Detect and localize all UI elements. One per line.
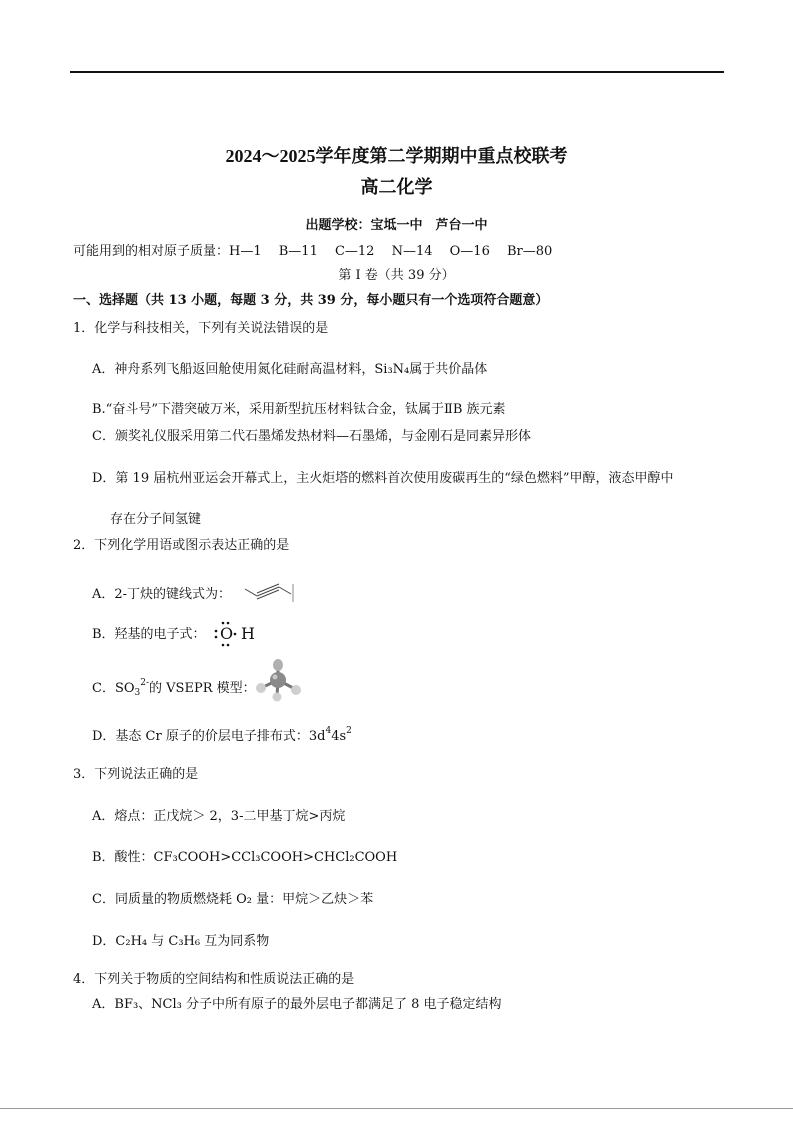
q1-option-c: C．颁奖礼仪服采用第二代石墨烯发热材料—石墨烯，与金刚石是同素异形体 bbox=[92, 429, 531, 444]
q2-c-prefix: C．SO bbox=[92, 681, 135, 696]
q1-option-a: A．神舟系列飞船返回舱使用氮化硅耐高温材料，Si₃N₄属于共价晶体 bbox=[92, 362, 488, 377]
q3-option-d: D．C₂H₄ 与 C₃H₆ 互为同系物 bbox=[92, 934, 270, 949]
q2-c-suffix: 的 VSEPR 模型： bbox=[149, 681, 256, 696]
q2-d-prefix: D．基态 Cr 原子的价层电子排布式：3d bbox=[92, 729, 326, 744]
q2-option-d bbox=[92, 727, 352, 743]
q2-d-sup-1: 4 bbox=[325, 726, 332, 736]
q2-option-c bbox=[92, 679, 256, 698]
section-heading: 一、选择题（共 13 小题，每题 3 分，共 39 分，每小题只有一个选项符合题意） bbox=[73, 293, 549, 308]
q2-d-mid: 4s bbox=[331, 729, 347, 744]
q3-option-a: A．熔点：正戊烷＞ 2，3-二甲基丁烷>丙烷 bbox=[92, 809, 346, 824]
vsepr-model-image bbox=[253, 658, 303, 702]
q2-c-superscript: 2- bbox=[140, 678, 150, 688]
q4-option-a: A．BF₃、NCl₃ 分子中所有原子的最外层电子都满足了 8 电子稳定结构 bbox=[92, 997, 502, 1012]
q3-option-b: B．酸性：CF₃COOH>CCl₃COOH>CHCl₂COOH bbox=[92, 850, 398, 865]
q1-option-b: B.“奋斗号”下潜突破万米，采用新型抗压材料钛合金，钛属于ⅡB 族元素 bbox=[92, 402, 506, 417]
q2-option-a: A．2-丁炔的键线式为： bbox=[92, 587, 232, 602]
q2-d-sup-2: 2 bbox=[346, 726, 352, 736]
q1-option-d-line2: 存在分子间氢键 bbox=[110, 512, 202, 527]
exam-title: 2024～2025学年度第二学期期中重点校联考 bbox=[225, 146, 568, 166]
sulfur-atom bbox=[270, 672, 286, 688]
oxygen-atom bbox=[291, 685, 301, 695]
butyne-skeletal-formula bbox=[243, 582, 295, 604]
q2-stem: 2．下列化学用语或图示表达正确的是 bbox=[73, 538, 290, 553]
q3-option-c: C．同质量的物质燃烧耗 O₂ 量：甲烷＞乙炔＞苯 bbox=[92, 892, 374, 907]
hydrogen-symbol: H bbox=[241, 624, 255, 643]
q2-option-b: B．羟基的电子式： bbox=[92, 627, 206, 642]
oxygen-atom bbox=[256, 683, 266, 693]
q1-option-d-line1: D．第 19 届杭州亚运会开幕式上，主火炬塔的燃料首次使用废碳再生的“绿色燃料”甲醇，液态甲醇中 bbox=[92, 471, 674, 486]
q4-stem: 4．下列关于物质的空间结构和性质说法正确的是 bbox=[73, 972, 355, 987]
top-rule bbox=[70, 71, 724, 73]
q1-stem: 1．化学与科技相关，下列有关说法错误的是 bbox=[73, 321, 329, 336]
bottom-rule bbox=[0, 1108, 793, 1109]
oxygen-atom bbox=[273, 693, 282, 702]
q2-c-subscript: 3 bbox=[134, 688, 141, 698]
volume-label: 第 I 卷（共 39 分） bbox=[338, 268, 455, 283]
atomic-masses: 可能用到的相对原子质量：H—1 B—11 C—12 N—14 O—16 Br—80 bbox=[73, 244, 553, 259]
lone-pair-lobe bbox=[273, 659, 283, 671]
exam-schools: 出题学校：宝坻一中 芦台一中 bbox=[305, 218, 488, 233]
q3-stem: 3．下列说法正确的是 bbox=[73, 767, 199, 782]
hydroxyl-electron-formula bbox=[213, 621, 263, 647]
oxygen-symbol: O bbox=[220, 624, 234, 643]
exam-subject: 高二化学 bbox=[360, 177, 433, 197]
